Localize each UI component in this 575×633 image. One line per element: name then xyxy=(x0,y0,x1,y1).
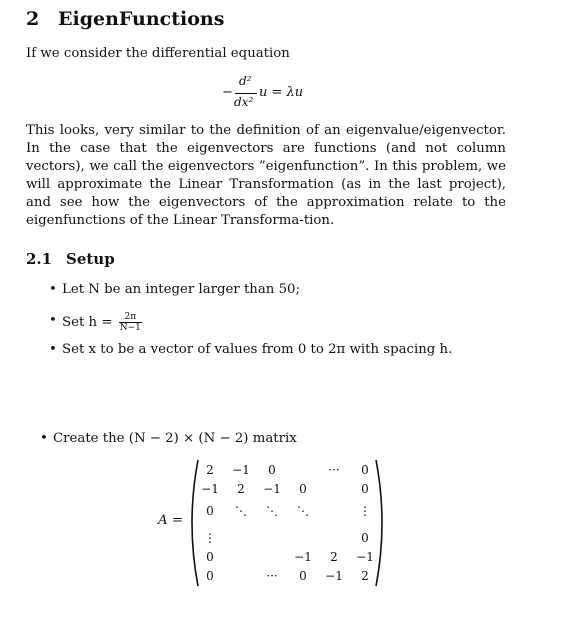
equation-minus: − xyxy=(222,85,233,100)
bullet-icon: • xyxy=(49,282,57,297)
right-parenthesis xyxy=(376,460,382,586)
bullet-icon: • xyxy=(49,342,57,357)
bullet-item xyxy=(40,430,297,448)
h-denominator: N−1 xyxy=(119,323,141,333)
intro-text: If we consider the differential equation xyxy=(26,46,290,61)
equation-denominator: dx² xyxy=(234,95,254,109)
matrix-cell: 2 xyxy=(330,550,338,564)
bullet-item xyxy=(49,312,142,333)
bullet-icon: • xyxy=(49,313,57,328)
matrix-cell: 0 xyxy=(361,531,369,545)
h-numerator: 2π xyxy=(119,312,142,323)
matrix-cell: 0 xyxy=(206,550,214,564)
matrix-cell: ⋱ xyxy=(266,504,278,518)
matrix-cell: ··· xyxy=(328,463,340,477)
matrix-cell: 0 xyxy=(299,482,307,496)
matrix-cell: ⋮ xyxy=(359,504,371,518)
matrix-label: A = xyxy=(158,513,183,528)
matrix-cell: 0 xyxy=(206,569,214,583)
differential-equation xyxy=(222,74,332,114)
bullet-text: Create the (N − 2) × (N − 2) matrix xyxy=(53,431,297,446)
matrix-cell: −1 xyxy=(263,482,281,496)
matrix-cell: 0 xyxy=(268,463,276,477)
matrix-cell: −1 xyxy=(325,569,343,583)
matrix-cell: ⋮ xyxy=(204,531,216,545)
matrix-cell: ··· xyxy=(266,569,278,583)
matrix-cell: −1 xyxy=(232,463,250,477)
subsection-number: 2.1 xyxy=(26,250,53,268)
bullet-icon: • xyxy=(40,431,48,446)
subsection-title: Setup xyxy=(66,250,115,268)
section-number: 2 xyxy=(26,8,40,30)
matrix-cell: −1 xyxy=(356,550,374,564)
bullet-item xyxy=(49,281,300,299)
section-title: EigenFunctions xyxy=(58,8,225,30)
matrix-cell: 0 xyxy=(206,504,214,518)
matrix-cell: ⋱ xyxy=(235,504,247,518)
matrix-cell: 2 xyxy=(206,463,214,477)
tridiagonal-matrix xyxy=(188,458,388,588)
h-fraction xyxy=(119,312,142,333)
bullet-text: Set h = xyxy=(62,315,117,330)
equation-rhs: u = λu xyxy=(259,85,304,100)
bullet-text: Set x to be a vector of values from 0 to 2π with spacing h. xyxy=(62,342,453,357)
subsection-heading xyxy=(26,250,115,268)
matrix-cell: 0 xyxy=(361,463,369,477)
matrix-cell: 2 xyxy=(237,482,245,496)
section-heading xyxy=(26,8,224,30)
matrix-cell: 0 xyxy=(361,482,369,496)
matrix-cell: −1 xyxy=(294,550,312,564)
matrix-cell: 2 xyxy=(361,569,369,583)
matrix-cell: 0 xyxy=(299,569,307,583)
fraction-bar xyxy=(235,93,257,94)
matrix-cell: ⋱ xyxy=(297,504,309,518)
equation-numerator: d² xyxy=(239,74,252,88)
bullet-item xyxy=(49,341,453,359)
left-parenthesis xyxy=(192,460,198,586)
body-paragraph: This looks, very similar to the definition of an eigenvalue/eigenvector. In the case that the eigenvectors are functions (and not column vectors), we call the eigenvectors ”eigenfunction”. In this problem, we will approximate the Linear Transformation (as in the last project), and see how the eigenvectors of the approximation relate to the eigenfunctions of the Linear Transforma-tion. xyxy=(26,123,506,228)
matrix-cell: −1 xyxy=(201,482,219,496)
bullet-text: Let N be an integer larger than 50; xyxy=(62,282,300,297)
